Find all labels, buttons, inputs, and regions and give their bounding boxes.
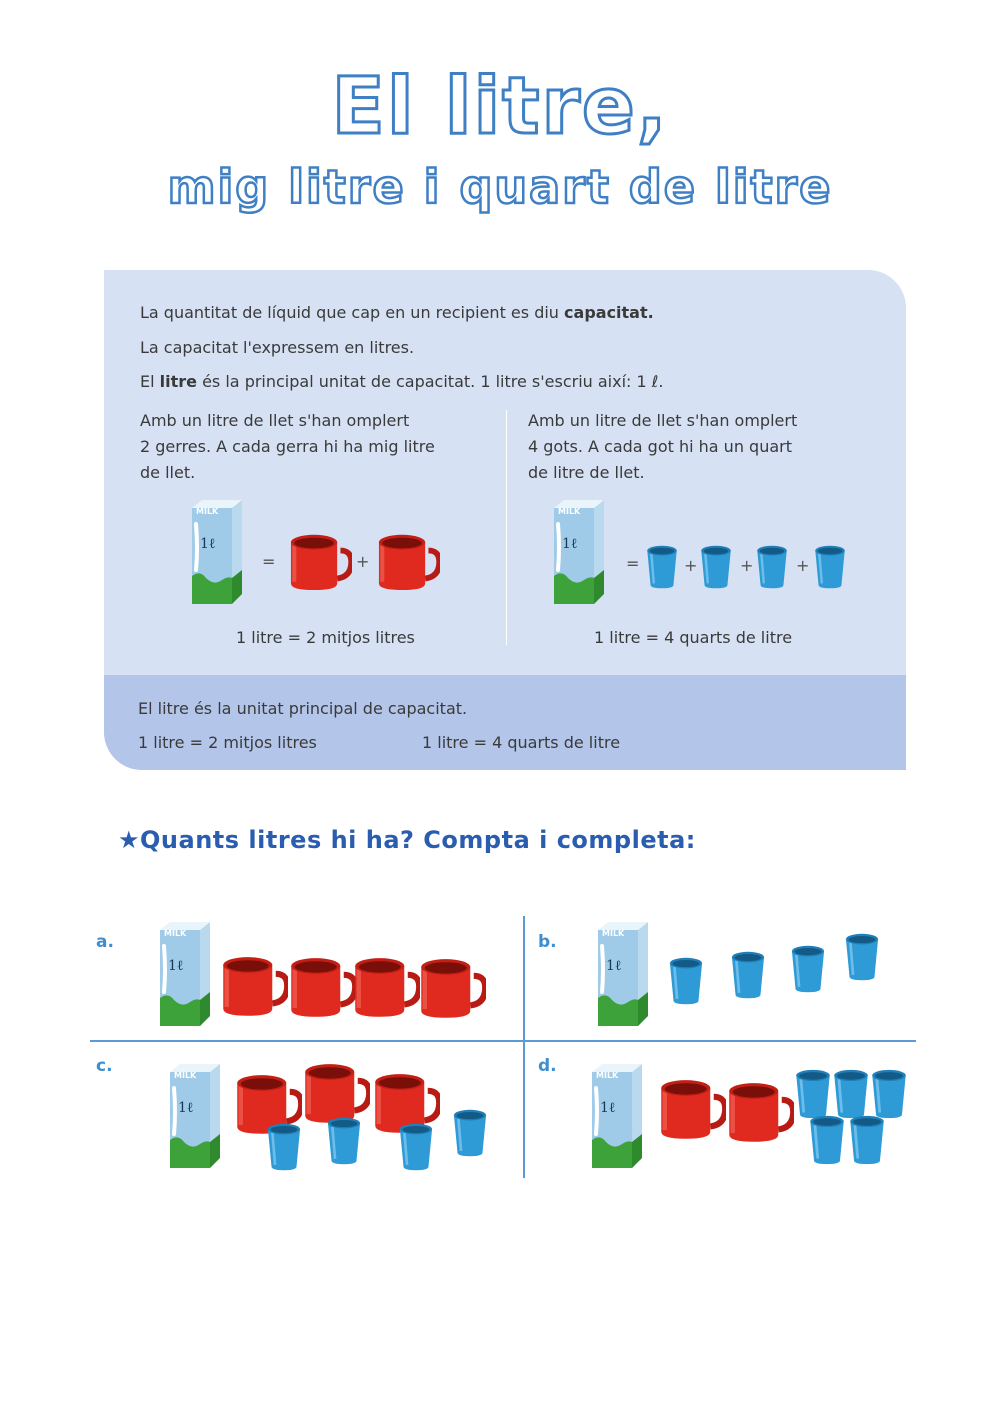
info-line-2: La capacitat l'expressem en litres. xyxy=(140,338,415,357)
exercise-label-c: c. xyxy=(96,1056,113,1076)
left-equation: 1 litre = 2 mitjos litres xyxy=(236,628,415,647)
milk-carton-icon: MILK 1ℓ xyxy=(594,920,650,1028)
glass-icon xyxy=(806,1114,848,1166)
milk-carton-icon: MILK 1ℓ xyxy=(550,498,606,606)
plus-sign: + xyxy=(356,552,370,571)
glass-icon xyxy=(830,1068,872,1120)
grid-divider-horizontal xyxy=(90,1040,916,1042)
mug-icon xyxy=(286,952,356,1022)
info-line-1: La quantitat de líquid que cap en un recipient es diu capacitat. xyxy=(140,303,654,322)
right-equation: 1 litre = 4 quarts de litre xyxy=(594,628,793,647)
column-divider xyxy=(506,410,507,645)
glass-icon xyxy=(396,1122,436,1172)
mug-icon xyxy=(374,532,440,592)
mug-icon xyxy=(350,952,420,1022)
glass-icon xyxy=(868,1068,910,1120)
glass-icon xyxy=(788,944,828,994)
mug-icon xyxy=(724,1078,794,1146)
title-line2: mig litre i quart de litre xyxy=(167,160,833,214)
mug-icon xyxy=(286,532,352,592)
right-paragraph: Amb un litre de llet s'han omplert 4 gots. A cada got hi ha un quart de litre de llet. xyxy=(528,411,798,482)
glass-icon xyxy=(644,544,680,590)
summary-band xyxy=(104,675,906,770)
title-line1: El litre, xyxy=(331,62,669,152)
glass-icon xyxy=(728,950,768,1000)
plus-sign: + xyxy=(684,556,698,575)
grid-divider-vertical xyxy=(523,916,525,1178)
plus-sign: + xyxy=(796,556,810,575)
info-line-3: El litre és la principal unitat de capacitat. 1 litre s'escriu així: 1 ℓ. xyxy=(140,372,664,391)
glass-icon xyxy=(450,1108,490,1158)
summary-equation-1: 1 litre = 2 mitjos litres xyxy=(138,733,317,752)
milk-carton-icon: MILK 1ℓ xyxy=(156,920,212,1028)
equals-sign: = xyxy=(262,552,276,571)
exercise-label-a: a. xyxy=(96,932,114,952)
equals-sign: = xyxy=(626,554,640,573)
exercise-label-b: b. xyxy=(538,932,557,952)
glass-icon xyxy=(698,544,734,590)
exercise-question: ★Quants litres hi ha? Compta i completa: xyxy=(118,826,696,854)
glass-icon xyxy=(792,1068,834,1120)
glass-icon xyxy=(846,1114,888,1166)
summary-line: El litre és la unitat principal de capacitat. xyxy=(138,699,468,718)
plus-sign: + xyxy=(740,556,754,575)
milk-carton-icon: MILK 1ℓ xyxy=(188,498,244,606)
mug-icon xyxy=(416,954,486,1022)
exercise-label-d: d. xyxy=(538,1056,557,1076)
left-paragraph: Amb un litre de llet s'han omplert 2 gerres. A cada gerra hi ha mig litre de llet. xyxy=(140,411,435,482)
summary-equation-2: 1 litre = 4 quarts de litre xyxy=(422,733,621,752)
glass-icon xyxy=(666,956,706,1006)
glass-icon xyxy=(812,544,848,590)
mug-icon xyxy=(218,950,288,1022)
milk-carton-icon: MILK 1ℓ xyxy=(588,1062,644,1170)
glass-icon xyxy=(842,932,882,982)
glass-icon xyxy=(264,1122,304,1172)
glass-icon xyxy=(754,544,790,590)
glass-icon xyxy=(324,1116,364,1166)
milk-carton-icon: MILK 1ℓ xyxy=(166,1062,222,1170)
info-box xyxy=(104,270,906,770)
mug-icon xyxy=(656,1074,726,1144)
